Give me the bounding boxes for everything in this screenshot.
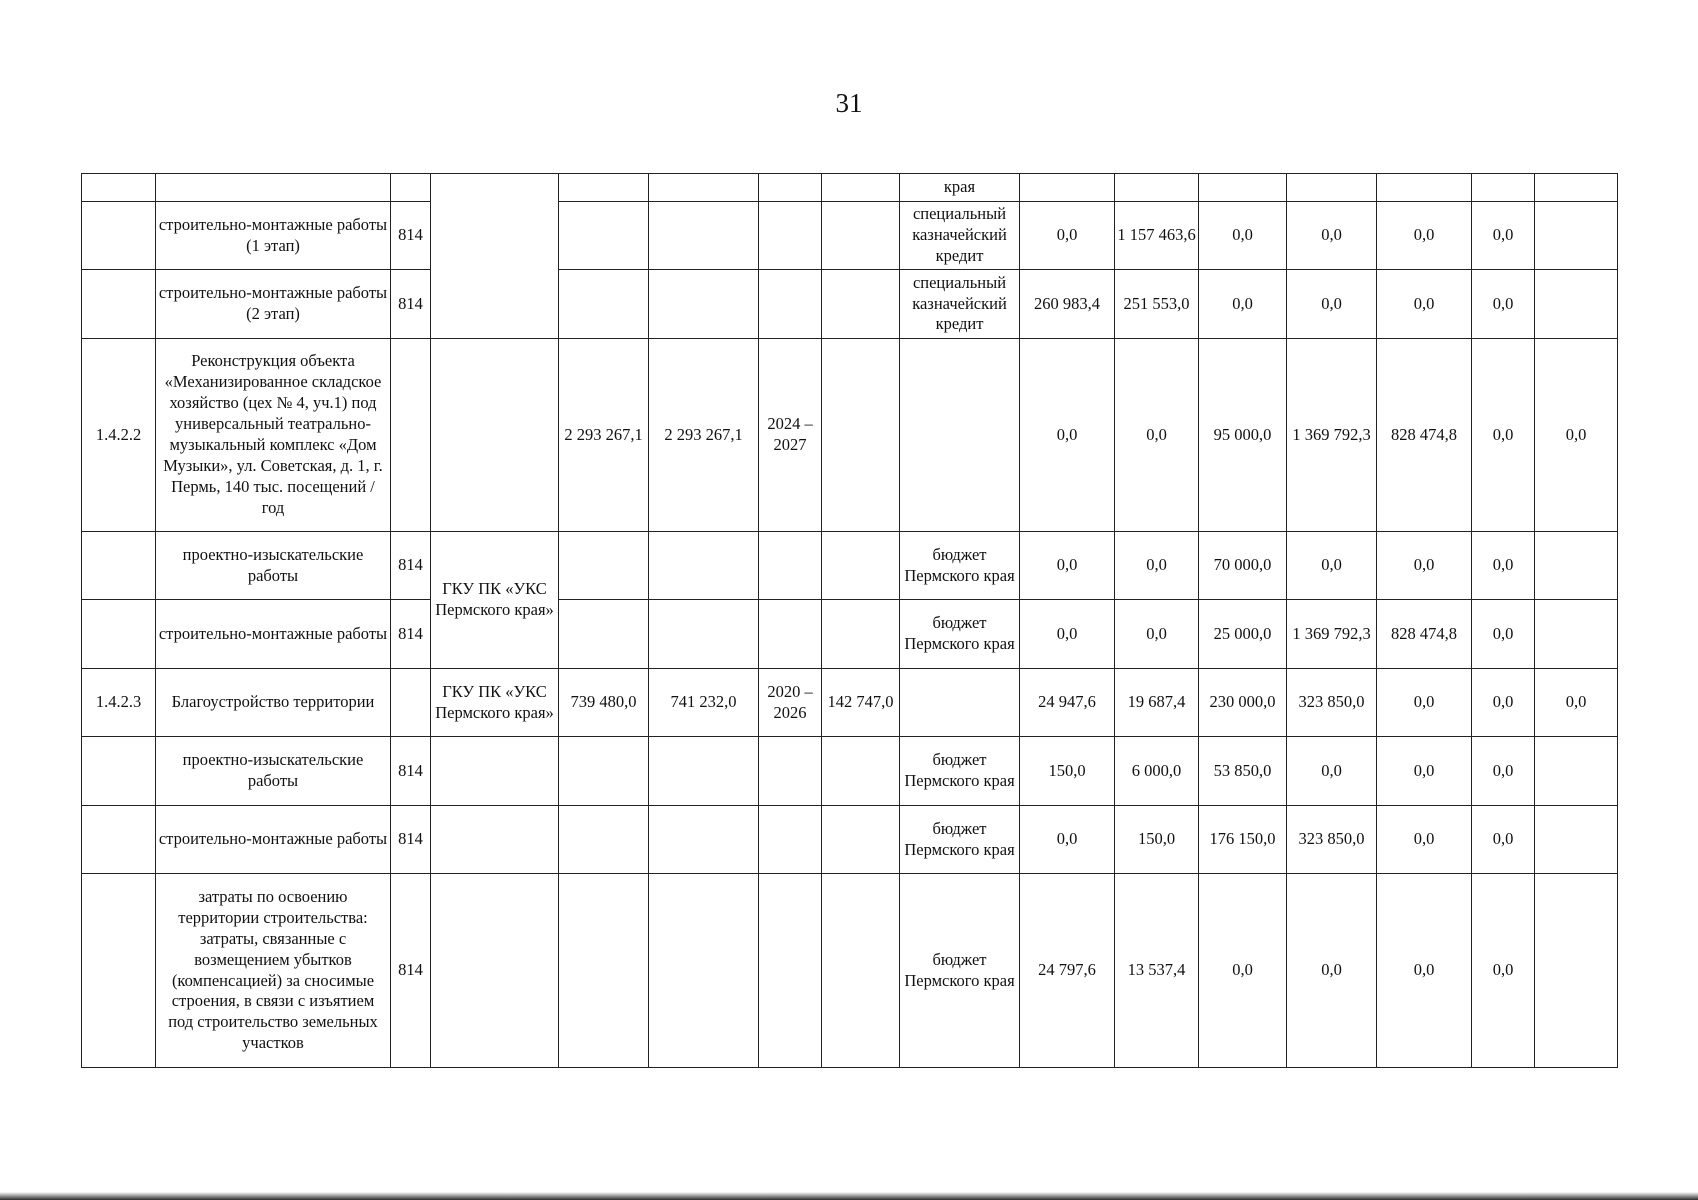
funding-source: бюджет Пермского края [900,532,1020,600]
value-cell: 260 983,4 [1020,270,1115,339]
page-number: 31 [835,88,863,118]
value-cell: 13 537,4 [1115,874,1199,1068]
value-cell: 0,0 [1472,669,1535,737]
table-row [82,339,1618,532]
value-cell: 24 947,6 [1020,669,1115,737]
value-cell: 0,0 [1287,874,1377,1068]
value-cell: 150,0 [1115,806,1199,874]
item-code: 814 [391,532,431,600]
cost-cell: 739 480,0 [559,669,649,737]
value-cell: 828 474,8 [1377,600,1472,669]
value-cell: 0,0 [1199,874,1287,1068]
value-cell: 1 157 463,6 [1115,202,1199,270]
value-cell: 0,0 [1020,600,1115,669]
item-code: 814 [391,202,431,270]
value-cell: 95 000,0 [1199,339,1287,532]
value-cell: 0,0 [1472,600,1535,669]
value-cell: 0,0 [1377,202,1472,270]
item-number: 1.4.2.2 [82,339,156,532]
item-code: 814 [391,874,431,1068]
value-cell: 230 000,0 [1199,669,1287,737]
table-row [82,874,1618,1068]
value-cell: 0,0 [1020,339,1115,532]
value-cell: 0,0 [1377,874,1472,1068]
value-cell: 0,0 [1287,532,1377,600]
value-cell: 0,0 [1377,669,1472,737]
item-name: строительно-монтажные работы (2 этап) [156,270,391,339]
balance-cell: 142 747,0 [822,669,900,737]
value-cell: 828 474,8 [1377,339,1472,532]
cost-cell: 2 293 267,1 [649,339,759,532]
value-cell: 0,0 [1472,270,1535,339]
value-cell: 0,0 [1472,737,1535,806]
executor-cell [431,174,559,339]
period-cell: 2024 – 2027 [759,339,822,532]
period-cell: 2020 – 2026 [759,669,822,737]
value-cell: 0,0 [1020,806,1115,874]
value-cell: 70 000,0 [1199,532,1287,600]
item-code: 814 [391,270,431,339]
value-cell: 251 553,0 [1115,270,1199,339]
value-cell: 0,0 [1535,339,1618,532]
funding-source: бюджет Пермского края [900,874,1020,1068]
value-cell: 0,0 [1115,532,1199,600]
item-name: строительно-монтажные работы (1 этап) [156,202,391,270]
value-cell: 0,0 [1377,270,1472,339]
value-cell: 150,0 [1020,737,1115,806]
item-code: 814 [391,600,431,669]
value-cell: 0,0 [1472,806,1535,874]
table-row [82,532,1618,600]
item-name: Реконструкция объекта «Механизированное складское хозяйство (цех № 4, уч.1) под универсальный театрально-музыкальный комплекс «Дом Музыки», ул. Советская, д. 1, г. Пермь, 140 тыс. посещений / год [156,339,391,532]
value-cell: 0,0 [1020,532,1115,600]
item-code: 814 [391,737,431,806]
value-cell: 24 797,6 [1020,874,1115,1068]
item-name: проектно-изыскательские работы [156,532,391,600]
item-name: Благоустройство территории [156,669,391,737]
item-name: строительно-монтажные работы [156,600,391,669]
cost-cell: 2 293 267,1 [559,339,649,532]
cost-cell: 741 232,0 [649,669,759,737]
executor-cell: ГКУ ПК «УКС Пермского края» [431,532,559,669]
item-name: затраты по освоению территории строительства: затраты, связанные с возмещением убытков (компенсацией) за сносимые строения, в связи с изъятием под строительство земельных участков [156,874,391,1068]
value-cell: 0,0 [1472,874,1535,1068]
value-cell: 0,0 [1377,737,1472,806]
value-cell: 323 850,0 [1287,669,1377,737]
funding-source: бюджет Пермского края [900,806,1020,874]
table-row [82,600,1618,669]
value-cell: 6 000,0 [1115,737,1199,806]
value-cell: 0,0 [1535,669,1618,737]
value-cell: 0,0 [1472,532,1535,600]
value-cell: 176 150,0 [1199,806,1287,874]
value-cell: 0,0 [1020,202,1115,270]
funding-source: бюджет Пермского края [900,600,1020,669]
value-cell: 0,0 [1199,202,1287,270]
executor-cell: ГКУ ПК «УКС Пермского края» [431,669,559,737]
table-row [82,737,1618,806]
value-cell: 0,0 [1472,339,1535,532]
table-row [82,806,1618,874]
scan-edge [0,1192,1698,1200]
item-name: проектно-изыскательские работы [156,737,391,806]
value-cell: 0,0 [1377,532,1472,600]
value-cell: 0,0 [1115,600,1199,669]
value-cell: 0,0 [1115,339,1199,532]
value-cell: 0,0 [1472,202,1535,270]
value-cell: 0,0 [1287,270,1377,339]
value-cell: 1 369 792,3 [1287,339,1377,532]
table-row [82,174,1618,202]
funding-source: бюджет Пермского края [900,737,1020,806]
value-cell: 0,0 [1287,202,1377,270]
value-cell: 1 369 792,3 [1287,600,1377,669]
item-code: 814 [391,806,431,874]
item-name: строительно-монтажные работы [156,806,391,874]
budget-table [81,173,1618,1068]
table-row [82,669,1618,737]
value-cell: 0,0 [1199,270,1287,339]
value-cell: 19 687,4 [1115,669,1199,737]
funding-source: специальный казначейский кредит [900,270,1020,339]
value-cell: 0,0 [1287,737,1377,806]
value-cell: 0,0 [1377,806,1472,874]
value-cell: 53 850,0 [1199,737,1287,806]
funding-source: специальный казначейский кредит [900,202,1020,270]
item-number: 1.4.2.3 [82,669,156,737]
table-row [82,270,1618,339]
table-row [82,202,1618,270]
value-cell: 25 000,0 [1199,600,1287,669]
value-cell: 323 850,0 [1287,806,1377,874]
funding-source: края [900,174,1020,202]
